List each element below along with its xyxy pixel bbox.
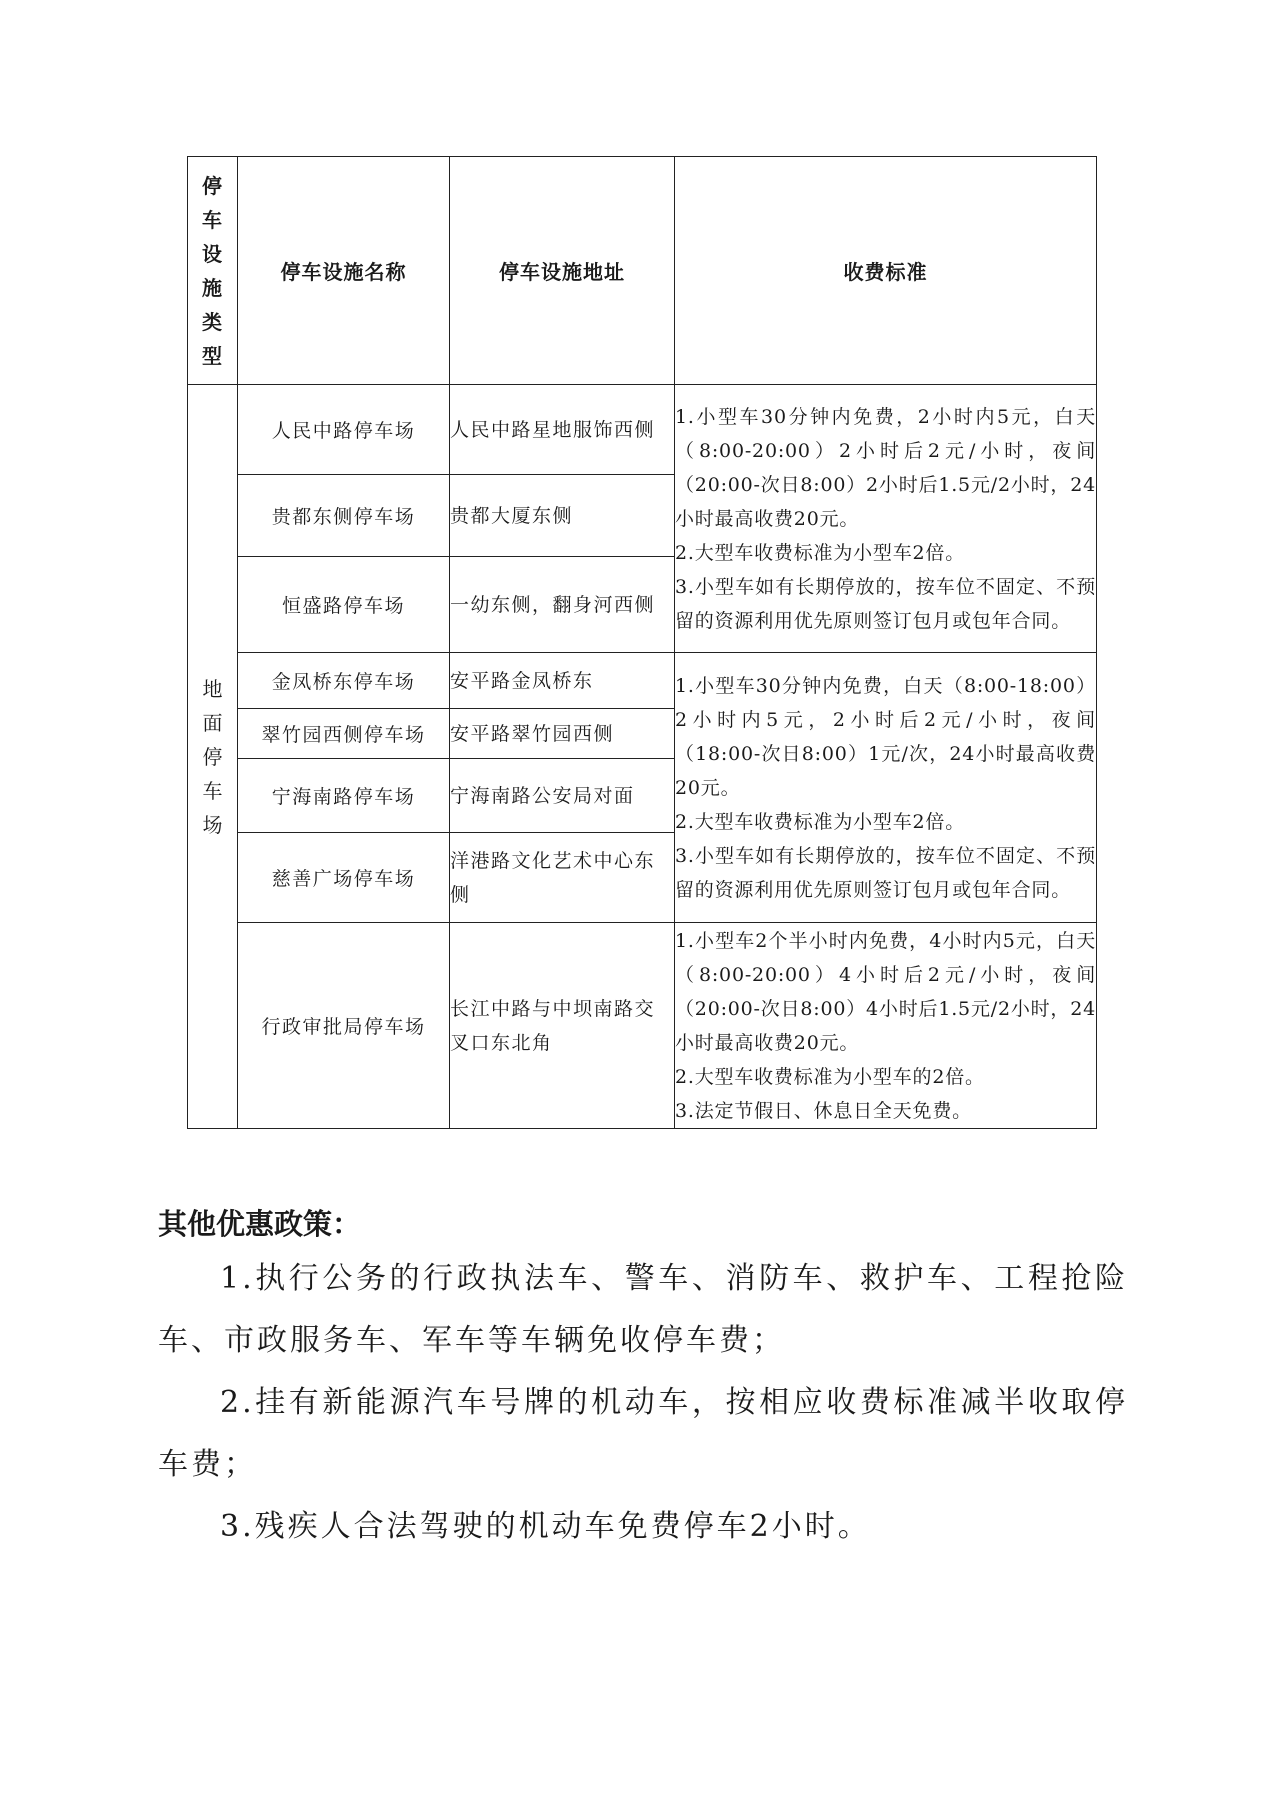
fee-standard-3 — [675, 923, 1097, 1129]
category-cell: 地面停车场 — [188, 385, 238, 1129]
policy-item: 2.挂有新能源汽车号牌的机动车，按相应收费标准减半收取停车费； — [158, 1385, 1128, 1482]
parking-fee-table — [187, 156, 1097, 1129]
fee-line: 1.小型车30分钟内免费，白天（8:00-18:00）2小时内5元，2小时后2元/小时，夜间（18:00-次日8:00）1元/次，24小时最高收费20元。 — [675, 674, 1096, 799]
facility-name: 贵都东侧停车场 — [238, 475, 450, 557]
fee-line: 3.法定节假日、休息日全天免费。 — [675, 1099, 972, 1122]
facility-address: 一幼东侧，翻身河西侧 — [450, 557, 675, 653]
fee-line: 2.大型车收费标准为小型车的2倍。 — [675, 1065, 985, 1088]
facility-name: 行政审批局停车场 — [238, 923, 450, 1129]
fee-line: 1.小型车30分钟内免费，2小时内5元，白天（8:00-20:00）2小时后2元/小时，夜间（20:00-次日8:00）2小时后1.5元/2小时，24小时最高收费20元。 — [675, 405, 1097, 530]
facility-address: 安平路金凤桥东 — [450, 653, 675, 709]
fee-line: 2.大型车收费标准为小型车2倍。 — [675, 541, 966, 564]
fee-standard-2 — [675, 653, 1097, 923]
facility-address: 宁海南路公安局对面 — [450, 759, 675, 833]
policy-item: 1.执行公务的行政执法车、警车、消防车、救护车、工程抢险车、市政服务车、军车等车辆免收停车费； — [158, 1261, 1128, 1358]
facility-name: 人民中路停车场 — [238, 385, 450, 475]
facility-name: 翠竹园西侧停车场 — [238, 709, 450, 759]
policy-item: 3.残疾人合法驾驶的机动车免费停车2小时。 — [220, 1509, 871, 1544]
facility-name: 恒盛路停车场 — [238, 557, 450, 653]
facility-address: 长江中路与中坝南路交叉口东北角 — [450, 923, 675, 1129]
fee-line: 2.大型车收费标准为小型车2倍。 — [675, 810, 966, 833]
facility-address: 洋港路文化艺术中心东侧 — [450, 833, 675, 923]
header-name: 停车设施名称 — [238, 157, 450, 385]
header-fee: 收费标准 — [675, 157, 1097, 385]
fee-line: 1.小型车2个半小时内免费，4小时内5元，白天（8:00-20:00）4小时后2元/小时，夜间（20:00-次日8:00）4小时后1.5元/2小时，24小时最高收费20元。 — [675, 929, 1097, 1054]
facility-address: 人民中路星地服饰西侧 — [450, 385, 675, 475]
facility-name: 宁海南路停车场 — [238, 759, 450, 833]
table-row — [188, 385, 1097, 475]
policy-title: 其他优惠政策： — [158, 1207, 362, 1241]
header-address: 停车设施地址 — [450, 157, 675, 385]
table-row — [188, 923, 1097, 1129]
fee-line: 3.小型车如有长期停放的，按车位不固定、不预留的资源利用优先原则签订包月或包年合同。 — [675, 575, 1096, 632]
facility-address: 安平路翠竹园西侧 — [450, 709, 675, 759]
fee-standard-1 — [675, 385, 1097, 653]
header-type: 停车设施类型 — [188, 157, 238, 385]
table-row — [188, 653, 1097, 709]
facility-address: 贵都大厦东侧 — [450, 475, 675, 557]
other-discount-policy — [158, 1200, 1128, 1558]
table-header-row — [188, 157, 1097, 385]
facility-name: 慈善广场停车场 — [238, 833, 450, 923]
facility-name: 金凤桥东停车场 — [238, 653, 450, 709]
fee-line: 3.小型车如有长期停放的，按车位不固定、不预留的资源利用优先原则签订包月或包年合同。 — [675, 844, 1096, 901]
